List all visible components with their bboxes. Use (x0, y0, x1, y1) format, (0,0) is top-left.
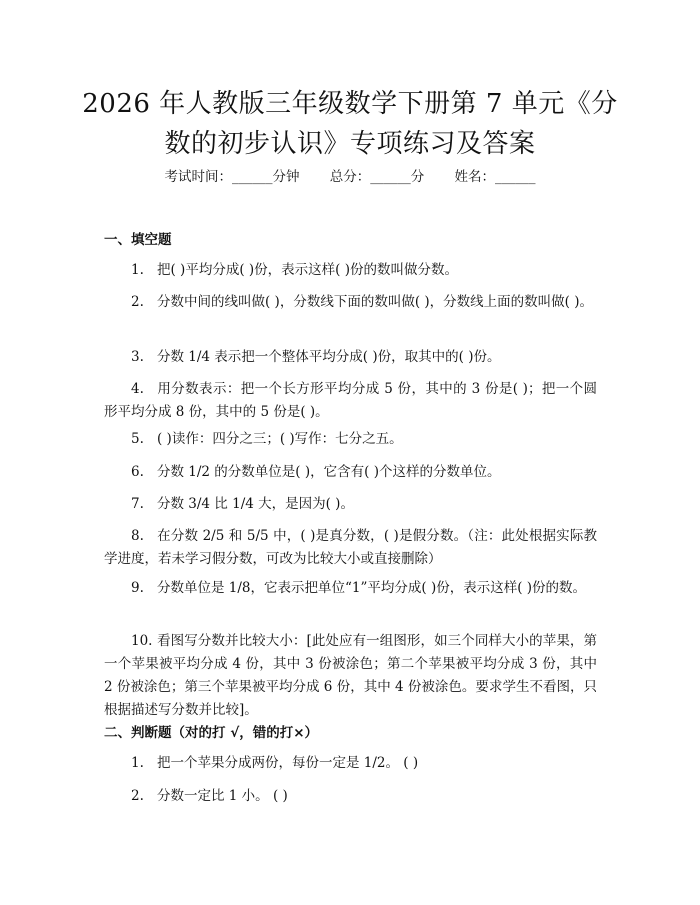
question-item (104, 428, 597, 451)
question-text: ( )读作：四分之三；( )写作：七分之五。 (157, 431, 403, 447)
section-heading-fill-blank: 一、填空题 (104, 232, 172, 248)
question-text: 把一个苹果分成两份，每份一定是 1/2。 ( ) (157, 755, 419, 771)
exam-info-line (0, 167, 700, 187)
question-text: 用分数表示：把一个长方形平均分成 5 份，其中的 3 份是( )；把一个圆形平均分成 8 份，其中的 5 份是( )。 (104, 381, 597, 420)
question-number: 5. (131, 431, 144, 447)
question-item (104, 525, 597, 571)
question-text: 分数单位是 1/8，它表示把单位“1”平均分成( )份，表示这样( )份的数。 (157, 580, 587, 596)
question-number: 4. (131, 381, 144, 397)
question-item (104, 291, 597, 314)
question-number: 10. (131, 633, 153, 649)
question-number: 3. (131, 349, 144, 365)
question-text: 分数一定比 1 小。 ( ) (157, 788, 288, 804)
question-number: 7. (131, 496, 144, 512)
section-heading-true-false: 二、判断题（对的打 √，错的打×） (104, 725, 319, 741)
question-number: 6. (131, 464, 144, 480)
total-score-label: 总分：______分 (329, 169, 425, 185)
question-item (104, 785, 597, 808)
title-line-2: 数的初步认识》专项练习及答案 (164, 129, 536, 159)
question-item (104, 577, 597, 600)
document-title (80, 84, 620, 164)
question-item (104, 461, 597, 484)
question-text: 在分数 2/5 和 5/5 中，( )是真分数，( )是假分数。（注：此处根据实际教学进度，若未学习假分数，可改为比较大小或直接删除） (104, 528, 597, 567)
question-text: 分数 1/2 的分数单位是( )，它含有( )个这样的分数单位。 (157, 464, 501, 480)
question-number: 9. (131, 580, 144, 596)
question-text: 分数 3/4 比 1/4 大，是因为( )。 (157, 496, 354, 512)
question-number: 2. (131, 294, 144, 310)
question-text: 把( )平均分成( )份，表示这样( )份的数叫做分数。 (157, 262, 458, 278)
question-text: 分数中间的线叫做( )，分数线下面的数叫做( )，分数线上面的数叫做( )。 (157, 294, 593, 310)
question-text: 看图写分数并比较大小：[此处应有一组图形，如三个同样大小的苹果，第一个苹果被平均分成 4 份，其中 3 份被涂色；第二个苹果被平均分成 3 份，其中 2 份被涂色；第三个苹果被平均分成 6 份，其中 4 份被涂色。要求学生不看图，只根据描述写分数并比较]。 (104, 633, 597, 718)
question-item (104, 378, 597, 424)
question-number: 8. (131, 528, 144, 544)
question-item (104, 752, 597, 775)
question-item (104, 346, 597, 369)
title-line-1: 2026 年人教版三年级数学下册第 7 单元《分 (82, 89, 618, 119)
question-item (104, 493, 597, 516)
question-item (104, 259, 597, 282)
question-item (104, 630, 597, 722)
question-number: 1. (131, 262, 144, 278)
name-label: 姓名：______ (454, 169, 536, 185)
question-number: 2. (131, 788, 144, 804)
question-number: 1. (131, 755, 144, 771)
question-text: 分数 1/4 表示把一个整体平均分成( )份，取其中的( )份。 (157, 349, 501, 365)
exam-time-label: 考试时间：______分钟 (164, 169, 300, 185)
